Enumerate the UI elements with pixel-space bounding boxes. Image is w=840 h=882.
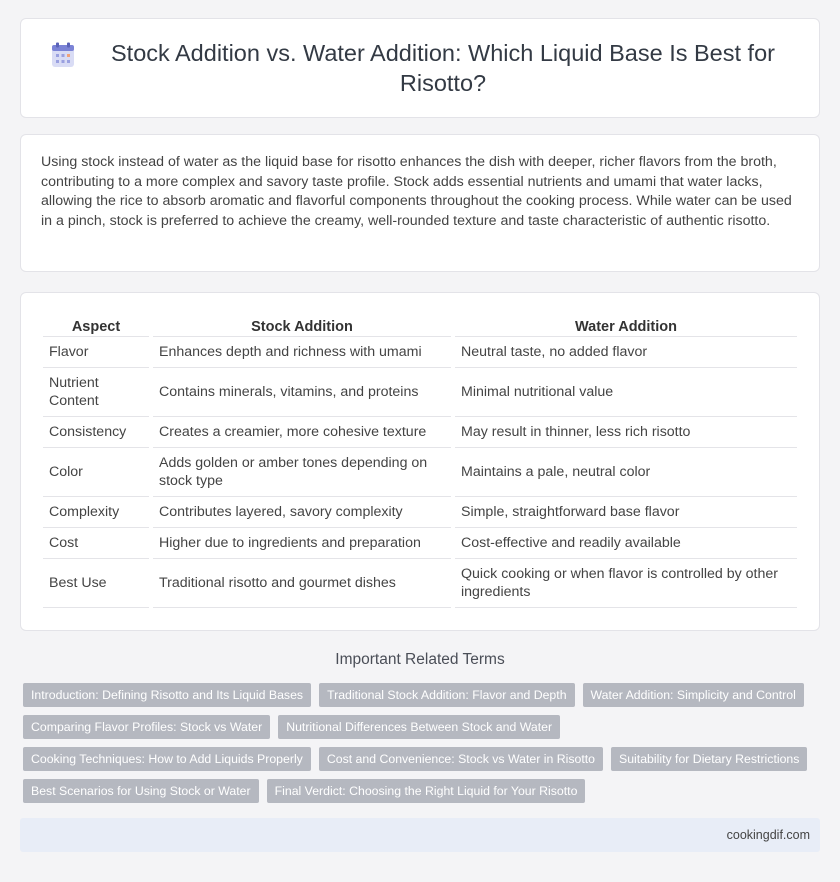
related-tag[interactable]: Traditional Stock Addition: Flavor and Depth xyxy=(319,683,574,707)
page-title: Stock Addition vs. Water Addition: Which Liquid Base Is Best for Risotto? xyxy=(111,40,775,96)
column-header-water: Water Addition xyxy=(455,313,797,337)
table-row xyxy=(43,448,797,497)
table-cell: Consistency xyxy=(43,417,149,448)
intro-card xyxy=(20,134,820,272)
column-header-aspect: Aspect xyxy=(43,313,149,337)
table-cell: Simple, straightforward base flavor xyxy=(455,497,797,528)
related-tag[interactable]: Cooking Techniques: How to Add Liquids Properly xyxy=(23,747,311,771)
related-tag[interactable]: Final Verdict: Choosing the Right Liquid for Your Risotto xyxy=(267,779,586,803)
table-row xyxy=(43,337,797,368)
table-cell: Adds golden or amber tones depending on stock type xyxy=(153,448,451,497)
related-terms-tags xyxy=(23,683,813,811)
table-cell: Color xyxy=(43,448,149,497)
table-cell: Minimal nutritional value xyxy=(455,368,797,417)
footer xyxy=(20,818,820,852)
table-cell: Cost-effective and readily available xyxy=(455,528,797,559)
table-cell: Complexity xyxy=(43,497,149,528)
related-tag[interactable]: Comparing Flavor Profiles: Stock vs Water xyxy=(23,715,270,739)
related-tag[interactable]: Introduction: Defining Risotto and Its Liquid Bases xyxy=(23,683,311,707)
table-row xyxy=(43,497,797,528)
table-cell: Traditional risotto and gourmet dishes xyxy=(153,559,451,608)
comparison-table xyxy=(39,313,801,608)
table-cell: Nutrient Content xyxy=(43,368,149,417)
comparison-table-card xyxy=(20,292,820,631)
related-tag[interactable]: Cost and Convenience: Stock vs Water in Risotto xyxy=(319,747,603,771)
table-row xyxy=(43,528,797,559)
table-cell: Neutral taste, no added flavor xyxy=(455,337,797,368)
table-cell: Flavor xyxy=(43,337,149,368)
table-cell: Maintains a pale, neutral color xyxy=(455,448,797,497)
related-tag[interactable]: Nutritional Differences Between Stock and Water xyxy=(278,715,560,739)
related-terms-title: Important Related Terms xyxy=(335,651,505,668)
calendar-icon xyxy=(51,42,75,68)
related-tag[interactable]: Best Scenarios for Using Stock or Water xyxy=(23,779,259,803)
table-cell: May result in thinner, less rich risotto xyxy=(455,417,797,448)
table-cell: Higher due to ingredients and preparation xyxy=(153,528,451,559)
table-cell: Enhances depth and richness with umami xyxy=(153,337,451,368)
table-cell: Creates a creamier, more cohesive texture xyxy=(153,417,451,448)
table-cell: Contains minerals, vitamins, and proteins xyxy=(153,368,451,417)
table-row xyxy=(43,368,797,417)
table-row xyxy=(43,417,797,448)
table-header-row xyxy=(43,313,797,337)
table-cell: Contributes layered, savory complexity xyxy=(153,497,451,528)
table-cell: Best Use xyxy=(43,559,149,608)
header-card xyxy=(20,18,820,118)
table-row xyxy=(43,559,797,608)
table-cell: Quick cooking or when flavor is controlled by other ingredients xyxy=(455,559,797,608)
intro-paragraph: Using stock instead of water as the liquid base for risotto enhances the dish with deeper, richer flavors from the broth, contributing to a more complex and savory taste profile. Stock adds essential nutrients and umami that water lacks, allowing the rice to absorb aromatic and flavorful components throughout the cooking process. While water can be used in a pinch, stock is preferred to achieve the creamy, well-rounded texture and taste characteristic of authentic risotto. xyxy=(41,154,792,229)
related-tag[interactable]: Water Addition: Simplicity and Control xyxy=(583,683,804,707)
footer-site-link[interactable]: cookingdif.com xyxy=(726,828,810,842)
table-cell: Cost xyxy=(43,528,149,559)
related-tag[interactable]: Suitability for Dietary Restrictions xyxy=(611,747,807,771)
column-header-stock: Stock Addition xyxy=(153,313,451,337)
